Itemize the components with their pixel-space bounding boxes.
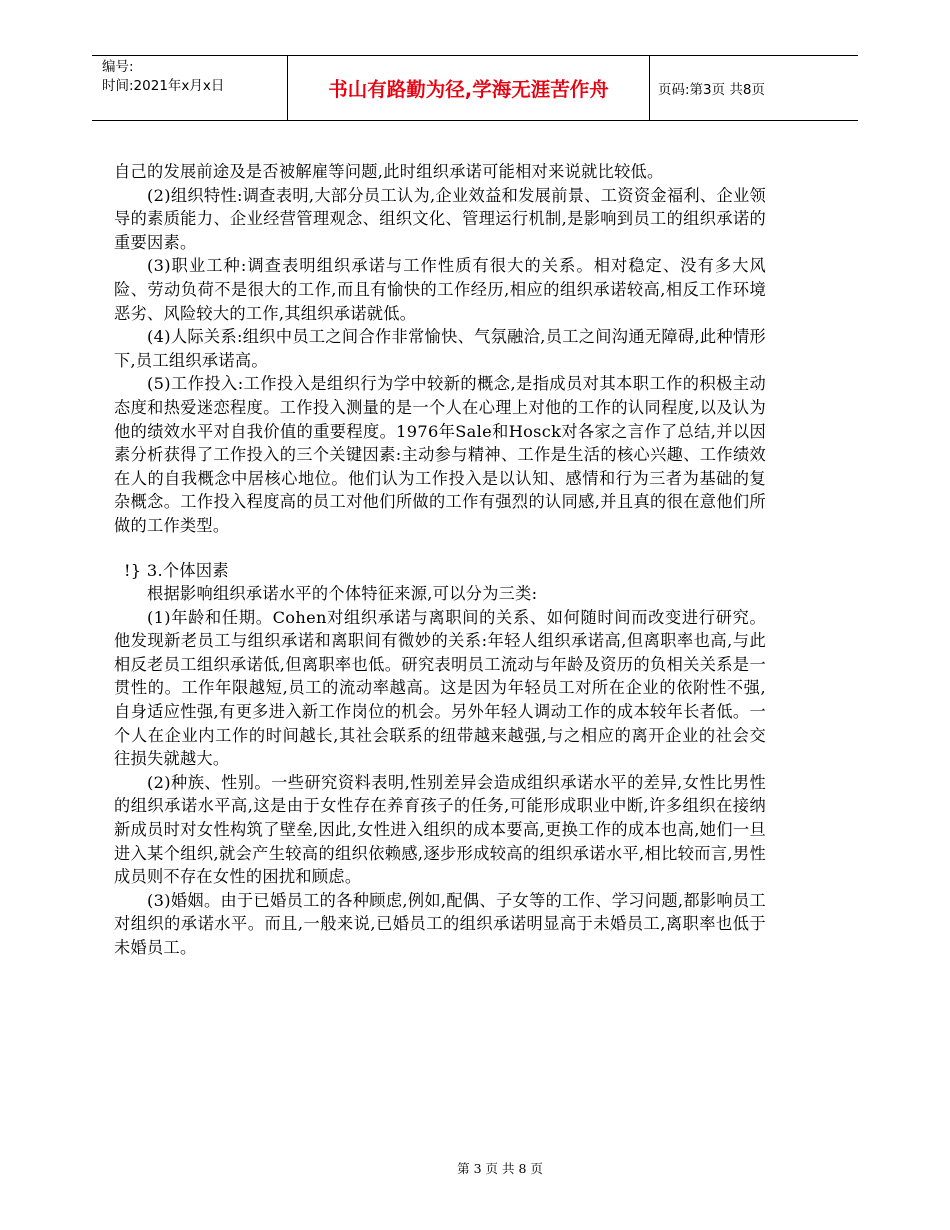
body-paragraph: 根据影响组织承诺水平的个体特征来源,可以分为三类:: [147, 584, 538, 604]
header-motto: 书山有路勤为径,学海无涯苦作舟: [287, 56, 650, 120]
doc-number-label: 编号:: [102, 59, 134, 75]
body-paragraph: (2)种族、性别。一些研究资料表明,性别差异会造成组织承诺水平的差异,女性比男性的组织承诺水平高,这是由于女性存在养育孩子的任务,可能形成职业中断,许多组织在接纳新成员时对女性构筑了壁垒,因此,女性进入组织的成本要高,更换工作的成本也高,她们一旦进入某个组织,就会产生较高的组织依赖感,逐步形成较高的组织承诺水平,相比较而言,男性成员则不存在女性的困扰和顾虑。: [114, 772, 766, 887]
body-paragraph: (3)婚姻。由于已婚员工的各种顾虑,例如,配偶、子女等的工作、学习问题,都影响员工对组织的承诺水平。而且,一般来说,已婚员工的组织承诺明显高于未婚员工,离职率也低于未婚员工。: [114, 890, 766, 957]
header-page-info: 页码:第3页 共8页: [658, 82, 766, 98]
header-info-cell: [92, 56, 287, 120]
body-paragraph: (5)工作投入:工作投入是组织行为学中较新的概念,是指成员对其本职工作的积极主动态度和热爱迷恋程度。工作投入测量的是一个人在心理上对他的工作的认同程度,以及认为他的绩效水平对自我价值的重要程度。1976年Sale和Hosck对各家之言作了总结,并以因素分析获得了工作投入的三个关键因素:主动参与精神、工作是生活的核心兴趣、工作绩效在人的自我概念中居核心地位。他们认为工作投入是以认知、感情和行为三者为基础的复杂概念。工作投入程度高的员工对他们所做的工作有强烈的认同感,并且真的很在意他们所做的工作类型。: [114, 374, 766, 535]
time-label: 时间:2021年x月x日: [102, 78, 225, 94]
body-paragraph: (2)组织特性:调查表明,大部分员工认为,企业效益和发展前景、工资资金福利、企业领导的素质能力、企业经营管理观念、组织文化、管理运行机制,是影响到员工的组织承诺的重要因素。: [114, 185, 766, 252]
body-paragraph: (1)年龄和任期。Cohen对组织承诺与离职间的关系、如何随时间而改变进行研究。他发现新老员工与组织承诺和离职间有微妙的关系:年轻人组织承诺高,但离职率也高,与此相反老员工组织承诺低,但离职率也低。研究表明员工流动与年龄及资历的负相关关系是一贯性的。工作年限越短,员工的流动率越高。这是因为年轻员工对所在企业的依附性不强,自身适应性强,有更多进入新工作岗位的机会。另外年轻人调动工作的成本较年长者低。一个人在企业内工作的时间越长,其社会联系的纽带越来越强,与之相应的离开企业的社会交往损失就越大。: [114, 607, 766, 769]
body-paragraph: (4)人际关系:组织中员工之间合作非常愉快、气氛融洽,员工之间沟通无障碍,此种情形下,员工组织承诺高。: [114, 327, 766, 370]
page-header: [92, 55, 858, 121]
document-body: [114, 160, 766, 960]
body-paragraph: (3)职业工种:调查表明组织承诺与工作性质有很大的关系。相对稳定、没有多大风险、劳动负荷不是很大的工作,而且有愉快的工作经历,相应的组织承诺较高,相反工作环境恶劣、风险较大的工作,其组织承诺就低。: [114, 256, 766, 323]
body-paragraph: 自己的发展前途及是否被解雇等问题,此时组织承诺可能相对来说就比较低。: [114, 162, 664, 181]
page-footer: 第 3 页 共 8 页: [457, 1161, 543, 1176]
section-heading: !} 3.个体因素: [124, 560, 229, 580]
